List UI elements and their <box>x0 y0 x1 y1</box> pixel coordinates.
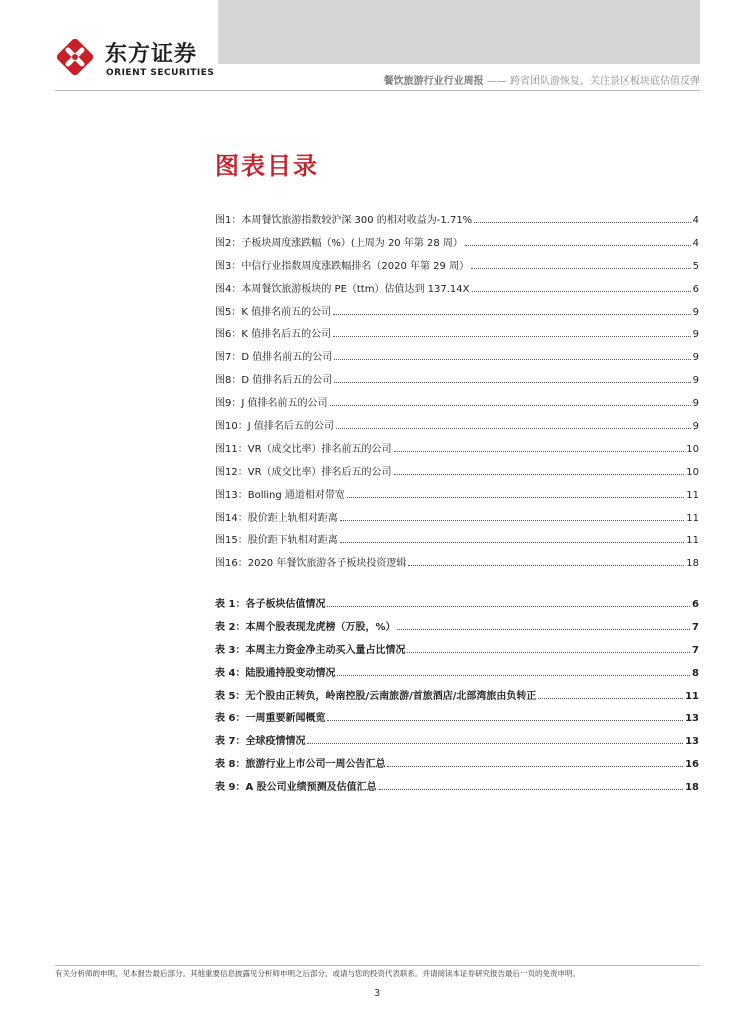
dot-leader <box>327 710 683 721</box>
entry-page: 10 <box>686 443 699 455</box>
entry-page: 8 <box>692 667 699 679</box>
entry-label: 表 2：本周个股表现龙虎榜（万股，%） <box>215 621 396 633</box>
toc-figure-entry[interactable] <box>215 418 699 441</box>
entry-page: 6 <box>692 283 699 295</box>
dot-leader <box>333 304 691 315</box>
toc-table-entry[interactable] <box>215 710 699 733</box>
entry-label: 图14：股价距上轨相对距离 <box>215 512 338 524</box>
toc-figure-entry[interactable] <box>215 464 699 487</box>
toc-figure-entry[interactable] <box>215 532 699 555</box>
entry-page: 4 <box>692 215 699 226</box>
report-header-subtitle <box>384 72 700 87</box>
entry-label: 图13：Bolling 通道相对带宽 <box>215 489 345 501</box>
entry-label: 表 4：陆股通持股变动情况 <box>215 667 336 679</box>
dot-leader <box>333 326 691 337</box>
entry-label: 图6：K 值排名后五的公司 <box>215 329 332 341</box>
toc-figure-entry[interactable] <box>215 349 699 372</box>
page-number: 3 <box>373 988 381 999</box>
toc-figure-entry[interactable] <box>215 212 699 235</box>
entry-label: 表 9：A 股公司业绩预测及估值汇总 <box>215 782 377 794</box>
entry-label: 图1：本周餐饮旅游指数较沪深 300 的相对收益为-1.71% <box>215 215 473 226</box>
footer-divider <box>55 965 700 966</box>
entry-label: 图15：股价距下轨相对距离 <box>215 535 338 547</box>
footer-disclaimer: 有关分析师的申明，见本报告最后部分。其他重要信息披露见分析师申明之后部分，或请与您的投资代表联系。并请阅读本证券研究报告最后一页的免责申明。 <box>55 969 580 978</box>
dot-leader <box>337 665 690 676</box>
entry-page: 5 <box>692 260 699 272</box>
entry-page: 13 <box>685 713 699 725</box>
header-gray-bar <box>218 0 700 64</box>
toc-figure-entry[interactable] <box>215 555 699 578</box>
dot-leader <box>387 756 683 767</box>
dot-leader <box>408 555 684 566</box>
dot-leader <box>340 532 685 543</box>
entry-label: 表 8：旅游行业上市公司一周公告汇总 <box>215 759 386 771</box>
logo-english-name: ORIENT SECURITIES <box>106 68 215 78</box>
entry-label: 图10：J 值排名后五的公司 <box>215 421 334 433</box>
entry-label: 图3：中信行业指数周度涨跌幅排名（2020 年第 29 周） <box>215 260 470 272</box>
entry-label: 图8：D 值排名后五的公司 <box>215 375 333 387</box>
entry-label: 图7：D 值排名前五的公司 <box>215 352 333 364</box>
toc-figure-entry[interactable] <box>215 510 699 533</box>
entry-page: 10 <box>686 466 699 478</box>
header-separator: —— <box>486 76 507 87</box>
entry-page: 9 <box>692 352 699 364</box>
toc-table-entry[interactable] <box>215 596 699 619</box>
toc-figure-entry[interactable] <box>215 395 699 418</box>
page-title: 图表目录 <box>215 152 319 180</box>
toc-table-entry[interactable] <box>215 756 699 779</box>
toc-table-entry[interactable] <box>215 688 699 711</box>
dot-leader <box>330 395 691 406</box>
report-name: 餐饮旅游行业行业周报 <box>383 76 484 87</box>
dot-leader <box>340 510 685 521</box>
figure-list <box>215 212 699 578</box>
dot-leader <box>336 418 691 429</box>
entry-page: 7 <box>692 644 699 656</box>
entry-label: 图9：J 值排名前五的公司 <box>215 398 328 410</box>
entry-label: 表 3：本周主力资金净主动买入量占比情况 <box>215 644 406 656</box>
table-list <box>215 596 699 802</box>
toc-figure-entry[interactable] <box>215 487 699 510</box>
toc-figure-entry[interactable] <box>215 304 699 327</box>
entry-label: 图4：本周餐饮旅游板块的 PE（ttm）估值达到 137.14X <box>215 283 470 295</box>
toc-table-entry[interactable] <box>215 619 699 642</box>
entry-page: 11 <box>686 535 699 547</box>
entry-label: 图2：子板块周度涨跌幅（%）(上周为 20 年第 28 周） <box>215 237 463 249</box>
entry-page: 9 <box>692 398 699 410</box>
entry-page: 9 <box>692 375 699 387</box>
entry-page: 4 <box>692 237 699 249</box>
report-subtitle: 跨省团队游恢复，关注景区板块底估值反弹 <box>510 76 700 87</box>
entry-label: 表 6：一周重要新闻概览 <box>215 713 326 725</box>
toc-figure-entry[interactable] <box>215 441 699 464</box>
entry-page: 11 <box>686 489 699 501</box>
toc-figure-entry[interactable] <box>215 326 699 349</box>
entry-label: 表 7：全球疫情情况 <box>215 736 306 748</box>
dot-leader <box>379 779 683 790</box>
dot-leader <box>394 441 685 452</box>
entry-page: 16 <box>685 759 699 771</box>
company-logo <box>55 37 215 87</box>
dot-leader <box>472 281 691 292</box>
toc-table-entry[interactable] <box>215 733 699 756</box>
header-divider <box>55 90 700 91</box>
dot-leader <box>538 688 683 699</box>
toc-figure-entry[interactable] <box>215 372 699 395</box>
entry-page: 18 <box>686 558 699 570</box>
entry-page: 7 <box>692 621 699 633</box>
toc-table-entry[interactable] <box>215 642 699 665</box>
dot-leader <box>327 596 690 607</box>
entry-label: 表 1：各子板块估值情况 <box>215 599 326 610</box>
dot-leader <box>465 235 691 246</box>
entry-label: 图12：VR（成交比率）排名后五的公司 <box>215 466 392 478</box>
toc-table-entry[interactable] <box>215 779 699 802</box>
dot-leader <box>394 464 685 475</box>
logo-chinese-name: 东方证券 <box>105 42 198 67</box>
entry-page: 13 <box>685 736 699 748</box>
entry-label: 图5：K 值排名前五的公司 <box>215 306 332 318</box>
dot-leader <box>347 487 684 498</box>
entry-label: 表 5：无个股由正转负，岭南控股/云南旅游/首旅酒店/北部湾旅由负转正 <box>215 690 537 702</box>
toc-figure-entry[interactable] <box>215 235 699 258</box>
dot-leader <box>334 349 690 360</box>
dot-leader <box>471 258 691 269</box>
dot-leader <box>307 733 683 744</box>
entry-page: 9 <box>692 329 699 341</box>
toc-figure-entry[interactable] <box>215 258 699 281</box>
entry-page: 9 <box>692 306 699 318</box>
entry-page: 6 <box>692 599 699 610</box>
entry-page: 18 <box>685 782 699 794</box>
orient-logo-icon <box>55 37 95 77</box>
dot-leader <box>397 619 690 630</box>
entry-page: 11 <box>685 690 699 702</box>
toc-table-entry[interactable] <box>215 665 699 688</box>
entry-page: 11 <box>686 512 699 524</box>
entry-label: 图11：VR（成交比率）排名前五的公司 <box>215 443 392 455</box>
entry-page: 9 <box>692 421 699 433</box>
dot-leader <box>334 372 690 383</box>
toc-figure-entry[interactable] <box>215 281 699 304</box>
entry-label: 图16：2020 年餐饮旅游各子板块投资逻辑 <box>215 558 407 570</box>
dot-leader <box>407 642 690 653</box>
dot-leader <box>474 212 690 223</box>
